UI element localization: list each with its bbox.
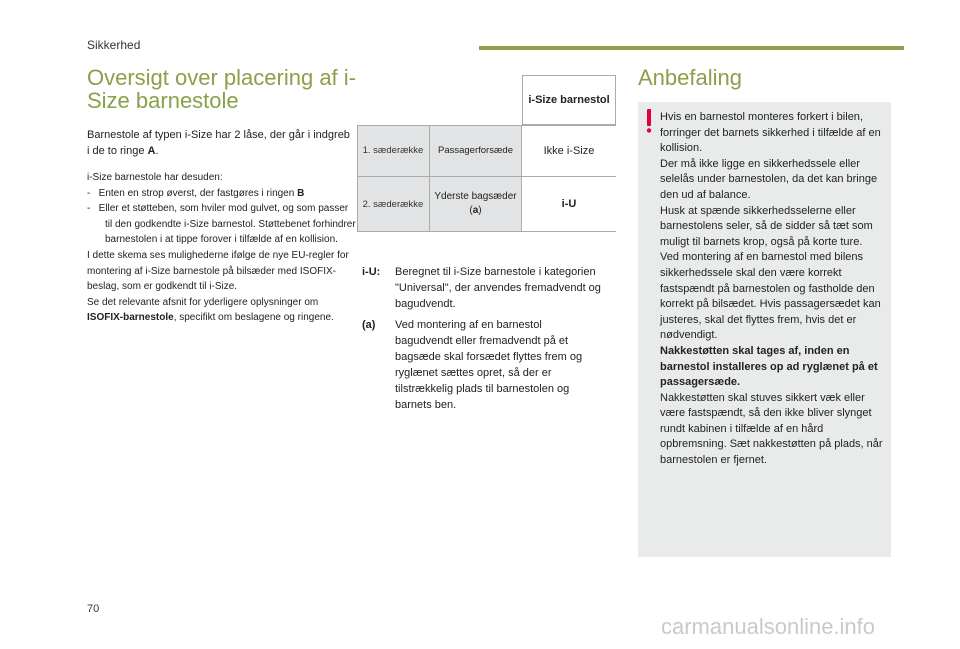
warning-icon	[646, 109, 652, 133]
paragraph: Se det relevante afsnit for yderligere oplysninger om ISOFIX-barnestole, specifikt om beslagene og ringene.	[87, 296, 334, 324]
seat-label: Passagerforsæde	[429, 125, 522, 177]
row-value: i-U	[522, 177, 616, 231]
section-bar	[479, 46, 904, 50]
legend-item	[362, 264, 602, 312]
isize-table	[357, 75, 616, 232]
table-legend	[362, 264, 602, 418]
also-line: i-Size barnestole har desuden:	[87, 172, 223, 183]
paragraph: Nakkestøtten skal stuves sikkert væk eller være fastspændt, så den ikke bliver slynget rundt kabinen i tilfælde af en hård opbremsning. Sæt nakkestøtten på plads, når barnestolen er fjernet.	[660, 391, 883, 467]
watermark: carmanualsonline.info	[661, 614, 876, 639]
bold-warning: Nakkestøtten skal tages af, inden en barnestol installeres op ad ryglænet på et passagersæde.	[660, 344, 878, 389]
page-number: 70	[87, 603, 100, 615]
recommendation-title: Anbefaling	[638, 65, 742, 90]
page-title: Oversigt over placering af i-Size barnestole	[87, 65, 356, 113]
section-label: Sikkerhed	[87, 38, 141, 52]
paragraph: Ved montering af en barnestol med bilens sikkerhedssele skal den være korrekt fastspændt på barnestolen og fastholde den korrekt på bilsædet. Hvis passagersædet kan justeres, skal det flyttes frem, hvis det er nødvendigt.	[660, 251, 881, 342]
row-value: Ikke i-Size	[522, 126, 616, 176]
intro-paragraph: Barnestole af typen i-Size har 2 låse, der går i indgreb i de to ringe A.	[87, 129, 350, 157]
legend-item	[362, 317, 602, 413]
legend-text: Ved montering af en barnestol bagudvendt eller fremadvendt på et bagsæde skal forsædet flyttes frem og ryglænet sættes opret, så der er tilstrækkelig plads til barnestolen og barnets ben.	[395, 319, 583, 411]
legend-key: (a)	[362, 319, 376, 331]
bullet-item: - Eller et støtteben, som hviler mod gulvet, og som passer til den godkendte i-Size barnestol. Støttebenet forhindrer barnestolen i at tippe forover i tilfælde af en kollision.	[87, 203, 356, 246]
seat-label: Yderste bagsæder (a)	[429, 177, 522, 231]
paragraph: Hvis en barnestol monteres forkert i bilen, forringer det barnets sikkerhed i tilfælde af en kollision.	[660, 111, 881, 155]
row-label: 2. sæderække	[362, 198, 424, 210]
legend-key: i-U:	[362, 266, 381, 278]
legend-text: Beregnet til i-Size barnestole i kategorien "Universal", der anvendes fremadvendt og bagudvendt.	[395, 266, 601, 310]
recommendation-text	[660, 110, 886, 469]
table-header: i-Size barnestol	[522, 75, 616, 125]
body-text	[87, 170, 357, 326]
paragraph: Husk at spænde sikkerhedsselerne eller barnestolens seler, så de sidder så tæt som muligt til barnets krop, også på korte ture.	[660, 204, 873, 248]
row-label: 1. sæderække	[362, 145, 424, 156]
bullet-item: - Enten en strop øverst, der fastgøres i ringen B	[87, 187, 305, 199]
paragraph: Der må ikke ligge en sikkerhedssele eller selelås under barnestolen, da det kan bringe den ud af balance.	[660, 157, 878, 201]
paragraph: I dette skema ses mulighederne ifølge de nye EU-regler for montering af i-Size barnestole på bilsæder med ISOFIX-beslag, som er godkendt til i-Size.	[87, 249, 349, 293]
